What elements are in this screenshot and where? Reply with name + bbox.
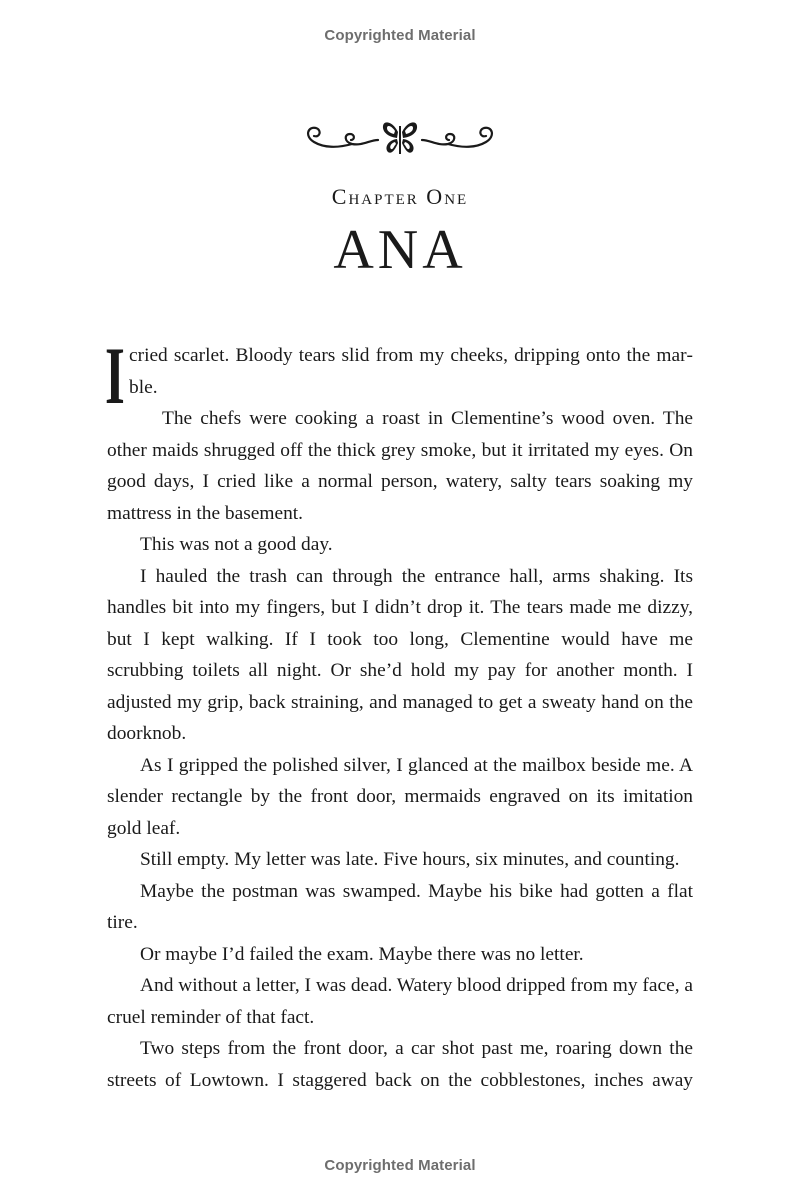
body-paragraph: Or maybe I’d failed the exam. Maybe there was no letter. — [140, 943, 584, 965]
chapter-body — [105, 330, 693, 1096]
body-paragraph: As I gripped the polished silver, I glanced at the mailbox beside me. A slender rectangle by the front door, mermaids engraved on its imitation gold leaf. — [107, 754, 693, 839]
body-paragraph: Still empty. My letter was late. Five hours, six minutes, and counting. — [140, 849, 680, 870]
body-paragraph: Two steps from the front door, a car shot past me, roaring down the streets of Lowtown. I staggered back on the cobblestones, inches away — [107, 1038, 693, 1091]
body-paragraph: This was not a good day. — [140, 534, 333, 555]
body-paragraph: Maybe the postman was swamped. Maybe his bike had gotten a flat tire. — [107, 880, 693, 933]
copyright-watermark-bottom: Copyrighted Material — [324, 1157, 476, 1174]
body-paragraph: And without a letter, I was dead. Watery blood dripped from my face, a cruel reminder of that fact. — [107, 975, 693, 1028]
body-paragraph: I hauled the trash can through the entrance hall, arms shaking. Its handles bit into my fingers, but I didn’t drop it. The tears made me dizzy, but I kept walking. If I took too long, Clementine would have me scrubbing toilets all night. Or she’d hold my pay for another month. I adjusted my grip, back straining, and managed to get a sweaty hand on the doorknob. — [107, 565, 693, 744]
chapter-title: ANA — [333, 219, 467, 281]
chapter-label: Chapter One — [331, 184, 469, 209]
drop-cap: I — [105, 330, 125, 421]
body-paragraph: The chefs were cooking a roast in Clementine’s wood oven. The other maids shrugged off the thick grey smoke, but it irritated my eyes. On good days, I cried like a normal person, watery, salty tears soaking my mattress in the basement. — [107, 408, 693, 524]
body-paragraph: Icried scarlet. Bloody tears slid from my cheeks, dripping onto the marble. — [105, 330, 693, 421]
copyright-watermark-top: Copyrighted Material — [324, 27, 476, 44]
butterfly-flourish-icon — [300, 118, 500, 158]
